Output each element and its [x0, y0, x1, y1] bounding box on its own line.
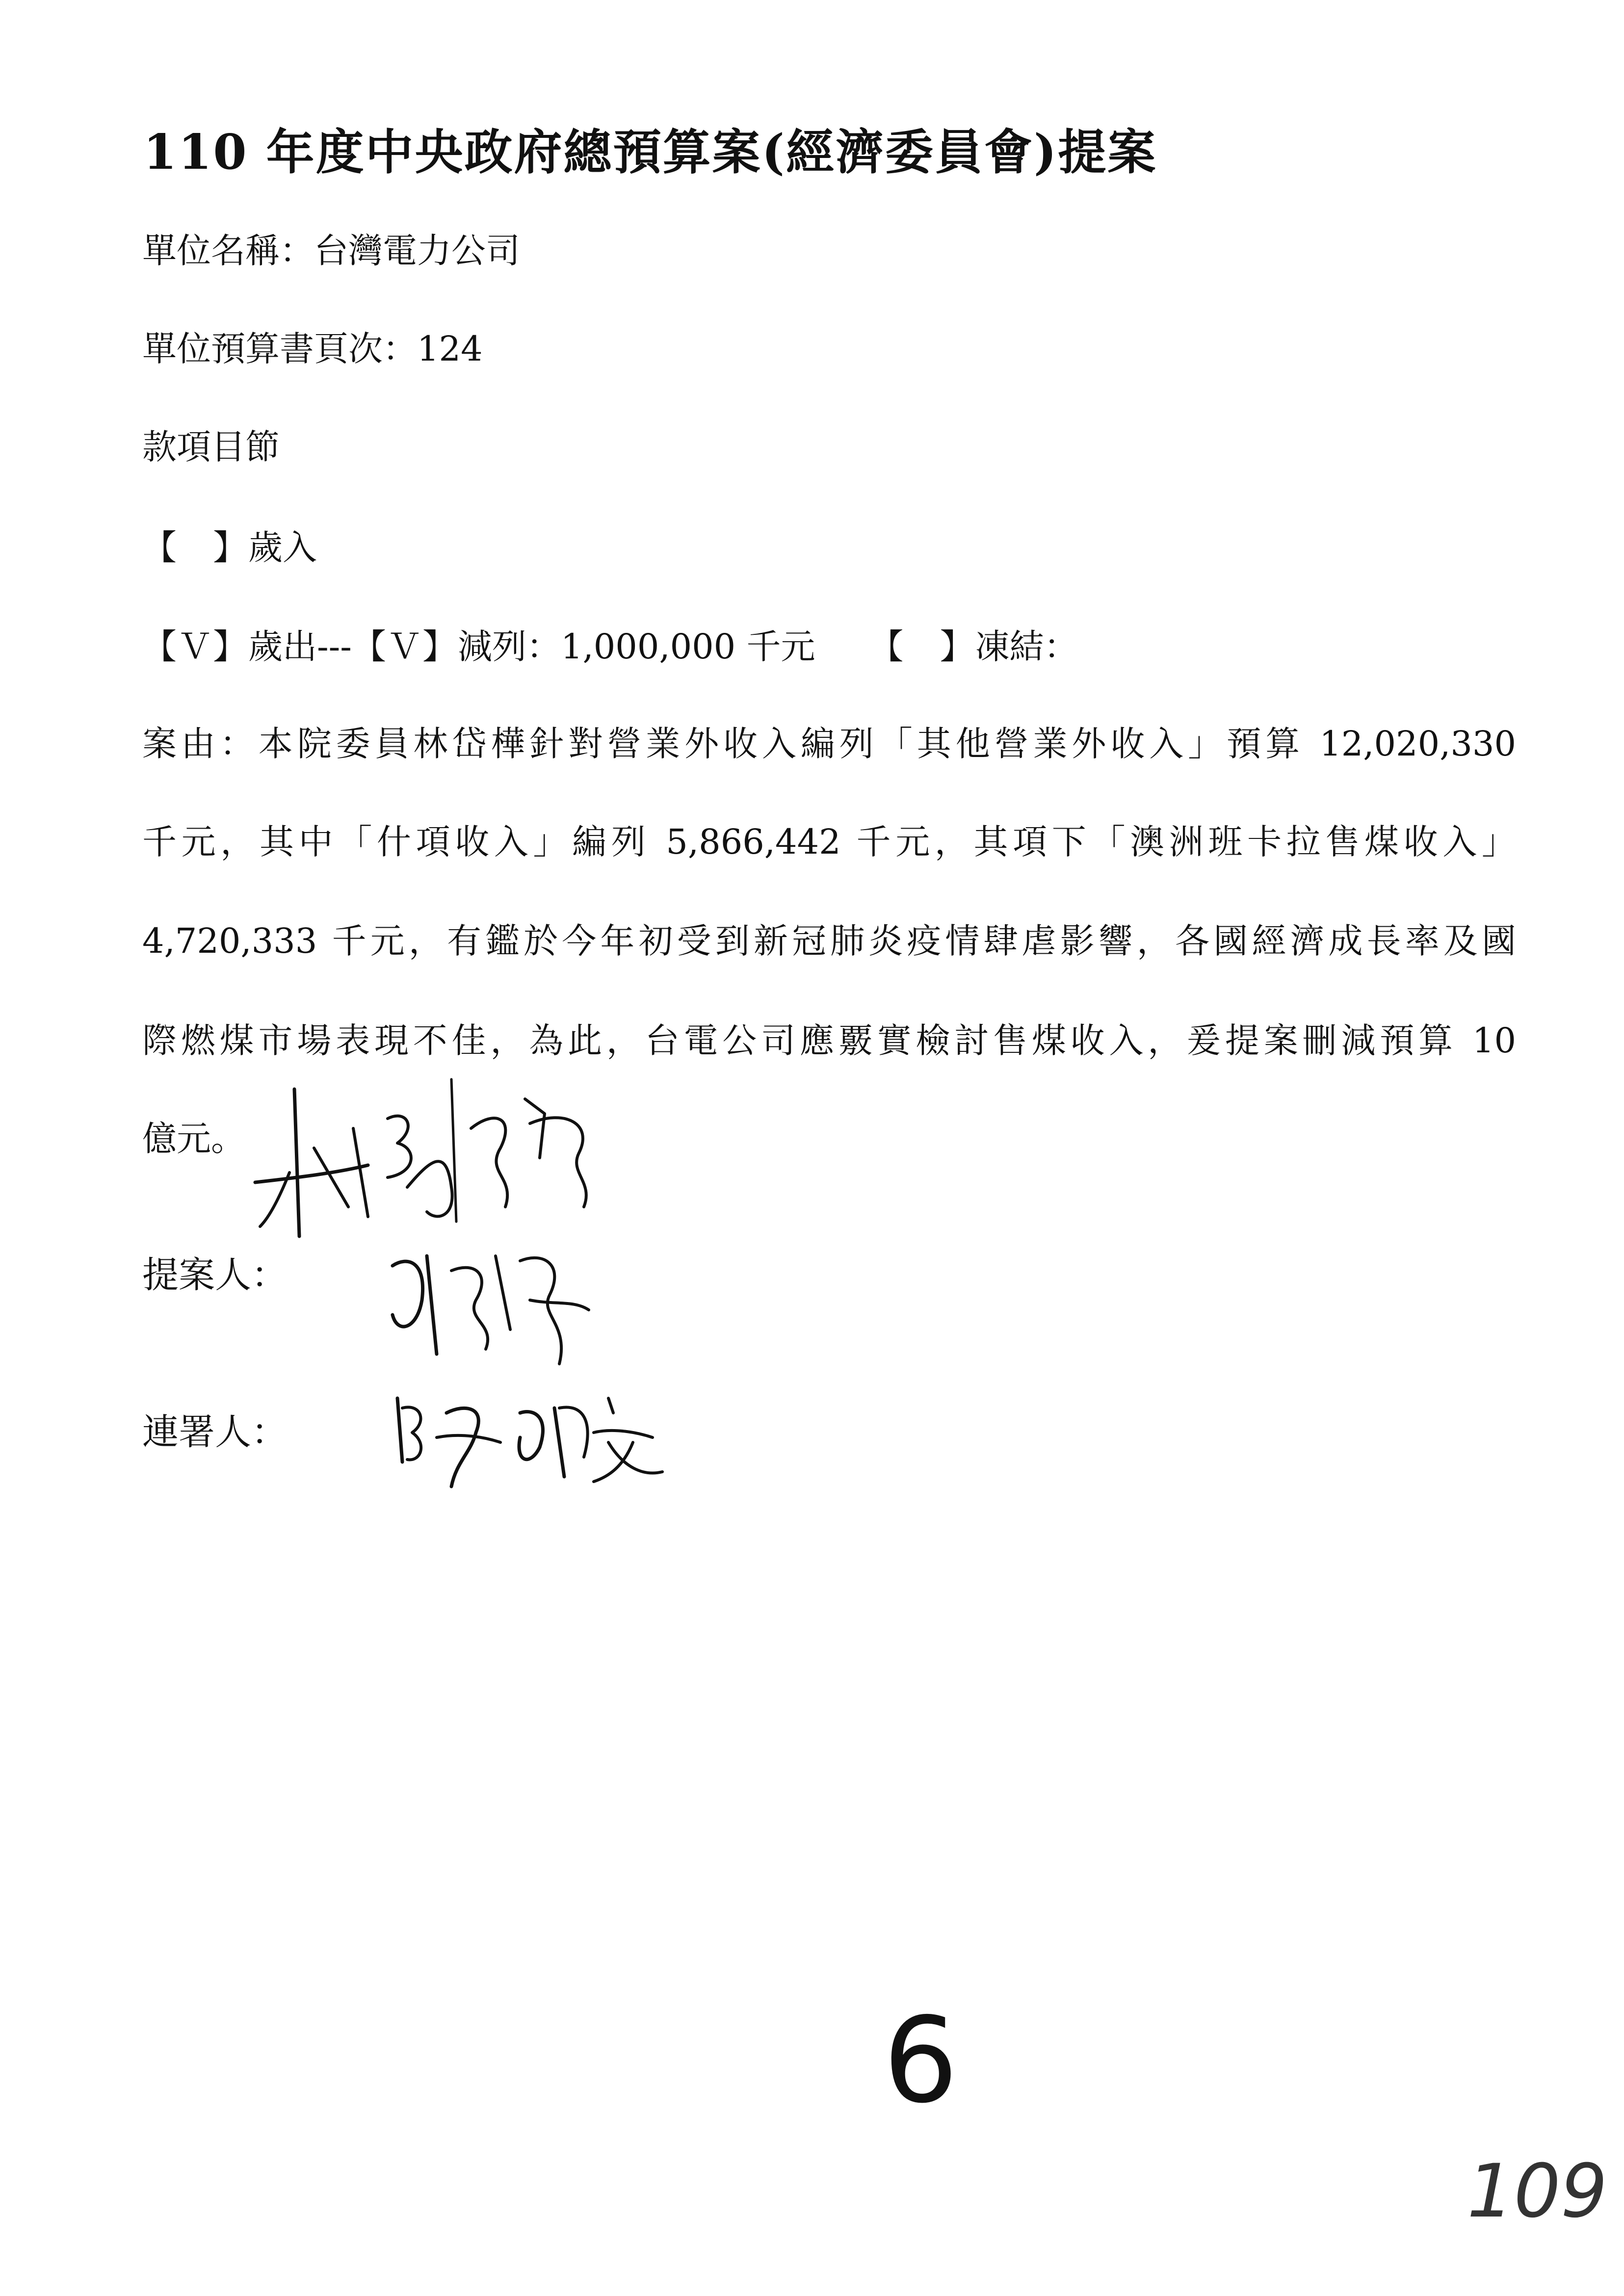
signature-1 [240, 1060, 613, 1246]
cosigner-label: 連署人： [142, 1411, 288, 1453]
budget-page: 單位預算書頁次：124 [142, 329, 483, 369]
signature-3 [378, 1379, 672, 1506]
proposal-line: 案由：本院委員林岱樺針對營業外收入編列「其他營業外收入」預算 12,020,330 [142, 724, 1516, 764]
proposer-label: 提案人： [142, 1254, 288, 1296]
unit-name: 單位名稱：台灣電力公司 [142, 231, 520, 271]
revenue-label: 歲入 [248, 527, 317, 568]
expense-label: 歲出--- [248, 626, 352, 667]
revenue-row [142, 520, 317, 570]
revenue-checkbox: 【 】 [142, 527, 248, 568]
page-number: 109 [1467, 2149, 1608, 2234]
handwritten-number: 6 [883, 1992, 958, 2129]
reduce-checkbox: 【Ｖ】 [351, 626, 458, 667]
signature-2 [378, 1226, 608, 1383]
proposal-line: 千元，其中「什項收入」編列 5,866,442 千元，其項下「澳洲班卡拉售煤收入」 [142, 822, 1516, 862]
item-label: 款項目節 [142, 427, 280, 467]
proposal-line: 4,720,333 千元，有鑑於今年初受到新冠肺炎疫情肆虐影響，各國經濟成長率及國 [142, 921, 1516, 961]
expense-checkbox: 【Ｖ】 [142, 626, 248, 667]
freeze-checkbox: 【 】 [869, 626, 975, 667]
expense-row [142, 619, 1078, 669]
reduce-label: 減列：1,000,000 千元 [457, 626, 815, 667]
proposal-line: 際燃煤市場表現不佳，為此，台電公司應覈實檢討售煤收入，爰提案刪減預算 10 [142, 1020, 1516, 1061]
proposal-line: 億元。 [142, 1119, 245, 1159]
freeze-label: 凍結： [975, 626, 1078, 667]
page-title: 110 年度中央政府總預算案(經濟委員會)提案 [143, 124, 1157, 181]
